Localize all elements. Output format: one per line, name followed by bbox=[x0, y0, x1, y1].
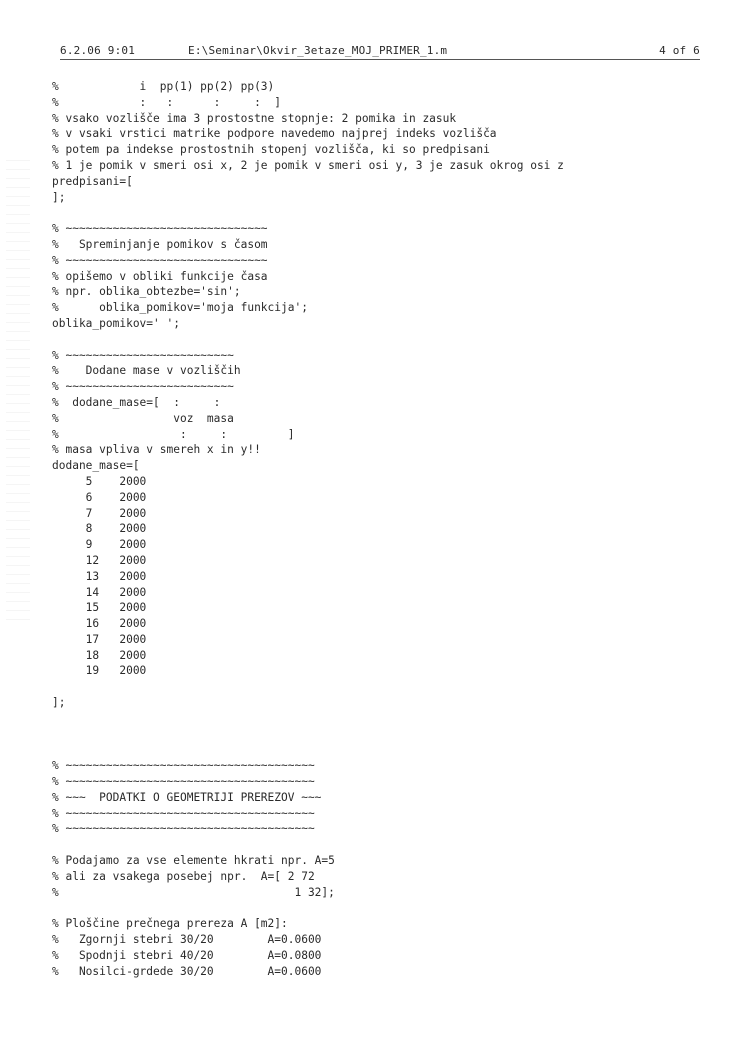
code-line: 14 2000 bbox=[52, 585, 147, 599]
code-line: % ~~~~~~~~~~~~~~~~~~~~~~~~~ bbox=[52, 348, 234, 362]
scan-margin-noise bbox=[6, 160, 30, 620]
code-line: % ~~~~~~~~~~~~~~~~~~~~~~~~~~~~~~~~~~~~~ bbox=[52, 775, 315, 789]
code-line: % v vsaki vrstici matrike podpore navedemo najprej indeks vozlišča bbox=[52, 127, 497, 141]
print-date: 6.2.06 9:01 bbox=[60, 44, 136, 57]
code-line: 18 2000 bbox=[52, 648, 147, 662]
code-line bbox=[52, 679, 732, 695]
code-line: % Podajamo za vse elemente hkrati npr. A=5 bbox=[52, 854, 335, 868]
code-line: % i pp(1) pp(2) pp(3) bbox=[52, 80, 275, 93]
code-line: ]; bbox=[52, 190, 66, 204]
code-line: dodane_mase=[ bbox=[52, 459, 140, 473]
code-line: 8 2000 bbox=[52, 522, 147, 536]
code-line: % ~~~~~~~~~~~~~~~~~~~~~~~~~~~~~~ bbox=[52, 253, 268, 267]
code-line: % Spreminjanje pomikov s časom bbox=[52, 237, 268, 251]
code-line: 9 2000 bbox=[52, 538, 147, 552]
code-line bbox=[52, 837, 732, 853]
page-number: 4 of 6 bbox=[659, 44, 700, 57]
code-line: % potem pa indekse prostostnih stopenj vozlišča, ki so predpisani bbox=[52, 143, 490, 157]
code-line bbox=[52, 727, 732, 743]
code-line: 5 2000 bbox=[52, 474, 147, 488]
code-line: % dodane_mase=[ : : bbox=[52, 395, 221, 409]
code-line: % 1 je pomik v smeri osi x, 2 je pomik v smeri osi y, 3 je zasuk okrog osi z bbox=[52, 158, 564, 172]
header-rule bbox=[60, 59, 700, 60]
code-line: % npr. oblika_obtezbe='sin'; bbox=[52, 285, 241, 299]
code-line: % voz masa bbox=[52, 411, 234, 425]
code-line: 19 2000 bbox=[52, 664, 147, 678]
file-path: E:\Seminar\Okvir_3etaze_MOJ_PRIMER_1.m bbox=[188, 44, 448, 57]
code-line: % Zgornji stebri 30/20 A=0.0600 bbox=[52, 933, 322, 947]
code-line: % oblika_pomikov='moja funkcija'; bbox=[52, 301, 308, 315]
code-line: % Dodane mase v vozliščih bbox=[52, 364, 241, 378]
code-line: % ~~~~~~~~~~~~~~~~~~~~~~~~~~~~~~~~~~~~~ bbox=[52, 759, 315, 773]
code-line: 12 2000 bbox=[52, 553, 147, 567]
code-line: 6 2000 bbox=[52, 490, 147, 504]
code-line: % ~~~~~~~~~~~~~~~~~~~~~~~~~~~~~~ bbox=[52, 222, 268, 236]
code-line: 17 2000 bbox=[52, 632, 147, 646]
code-line: ]; bbox=[52, 696, 66, 710]
code-line: % : : : : ] bbox=[52, 95, 282, 109]
code-line bbox=[52, 205, 732, 221]
code-line: % Ploščine prečnega prereza A [m2]: bbox=[52, 917, 288, 931]
code-line bbox=[52, 742, 732, 758]
code-line: % Spodnji stebri 40/20 A=0.0800 bbox=[52, 948, 322, 962]
code-line bbox=[52, 900, 732, 916]
code-line: % ~~~~~~~~~~~~~~~~~~~~~~~~~~~~~~~~~~~~~ bbox=[52, 822, 315, 836]
code-line: % vsako vozlišče ima 3 prostostne stopnje: 2 pomika in zasuk bbox=[52, 111, 457, 125]
code-line: % opišemo v obliki funkcije časa bbox=[52, 269, 268, 283]
code-line bbox=[52, 332, 732, 348]
print-header bbox=[60, 44, 700, 60]
code-listing bbox=[52, 79, 732, 979]
code-line: % ali za vsakega posebej npr. A=[ 2 72 bbox=[52, 869, 315, 883]
code-line bbox=[52, 711, 732, 727]
code-line: % Nosilci-grdede 30/20 A=0.0600 bbox=[52, 964, 322, 978]
code-line: % : : ] bbox=[52, 427, 295, 441]
code-line: % ~~~~~~~~~~~~~~~~~~~~~~~~~ bbox=[52, 380, 234, 394]
code-line: % 1 32]; bbox=[52, 885, 335, 899]
code-line: 16 2000 bbox=[52, 617, 147, 631]
code-line: 15 2000 bbox=[52, 601, 147, 615]
code-line: 7 2000 bbox=[52, 506, 147, 520]
code-line: % ~~~ PODATKI O GEOMETRIJI PREREZOV ~~~ bbox=[52, 790, 322, 804]
code-line: 13 2000 bbox=[52, 569, 147, 583]
code-line: oblika_pomikov=' '; bbox=[52, 316, 180, 330]
code-line: % ~~~~~~~~~~~~~~~~~~~~~~~~~~~~~~~~~~~~~ bbox=[52, 806, 315, 820]
code-line: % masa vpliva v smereh x in y!! bbox=[52, 443, 261, 457]
code-line: predpisani=[ bbox=[52, 174, 133, 188]
